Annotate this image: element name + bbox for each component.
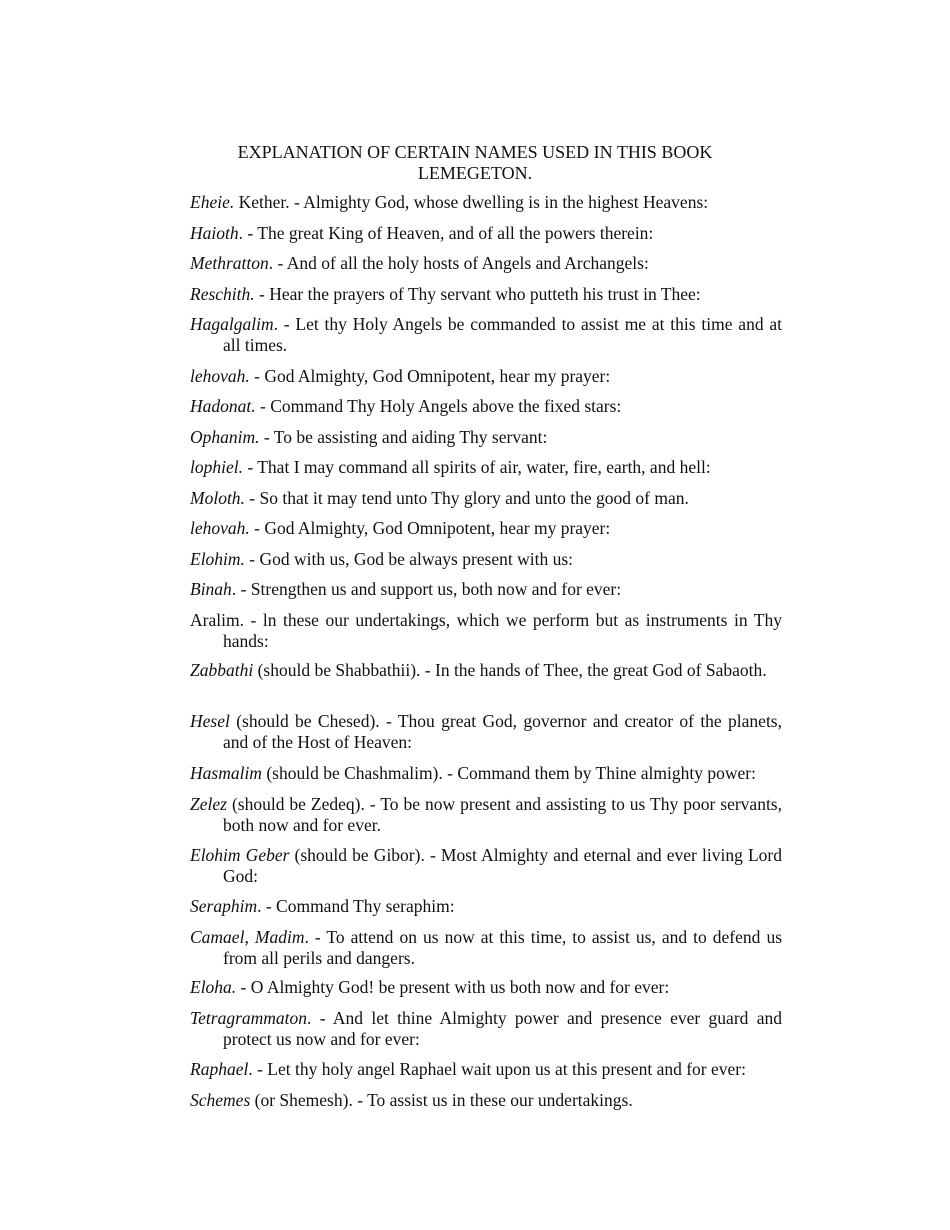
entry-term: Elohim. - [190, 549, 256, 569]
name-entry [190, 845, 782, 887]
entry-text: God with us, God be always present with us: [255, 549, 574, 569]
name-entry [190, 518, 782, 539]
entry-term: Eheie. [190, 192, 235, 212]
entry-term: Hasmalim [190, 763, 262, 783]
name-entry [190, 579, 782, 600]
entry-text: . - And let thine Almighty power and presence ever guard and protect us now and for ever: [223, 1008, 782, 1049]
entry-text: O Almighty God! be present with us both now and for ever: [246, 977, 670, 997]
name-entry [190, 396, 782, 417]
title-line-2: LEMEGETON. [417, 163, 533, 183]
entry-text: . - The great King of Heaven, and of all the powers therein: [238, 223, 654, 243]
name-entry [190, 794, 782, 836]
entry-term: Ophanim. - [190, 427, 270, 447]
entry-text: . - Let thy holy angel Raphael wait upon us at this present and for ever: [248, 1059, 746, 1079]
name-entry [190, 549, 782, 570]
entry-text: So that it may tend unto Thy glory and unto the good of man. [255, 488, 689, 508]
entry-text: . - And of all the holy hosts of Angels and Archangels: [268, 253, 649, 273]
entry-text: . - Let thy Holy Angels be commanded to assist me at this time and at all times. [223, 314, 782, 355]
entry-term: Haioth [190, 223, 239, 243]
entry-term: Zabbathi [190, 660, 254, 680]
name-entry [190, 711, 782, 753]
entry-text: Aralim. - ln these our undertakings, which we perform but as instruments in Thy hands: [190, 610, 782, 651]
name-entry [190, 896, 782, 917]
entry-term: lophiel. - [190, 457, 254, 477]
page-title [168, 142, 782, 184]
name-entry [190, 427, 782, 448]
entry-term: Zelez [190, 794, 227, 814]
entry-term: Methratton [190, 253, 269, 273]
entry-text: (or Shemesh). - To assist us in these our undertakings. [250, 1090, 633, 1110]
name-entry [190, 314, 782, 356]
entry-term: Eloha. - [190, 977, 247, 997]
entry-text-2: . - To attend on us now at this time, to assist us, and to defend us from all perils and dangers. [223, 927, 783, 968]
entry-term: lehovah. - [190, 518, 260, 538]
name-entry [190, 927, 782, 969]
entry-term: Camael [190, 927, 245, 947]
entry-term-2: Madim [254, 927, 305, 947]
entry-term: Hagalgalim [190, 314, 274, 334]
entry-term: Seraphim [190, 896, 258, 916]
entry-term: Hesel [190, 711, 230, 731]
name-entry [190, 366, 782, 387]
name-entry [190, 1008, 782, 1050]
name-entry [190, 192, 782, 213]
entry-text: (should be Chashmalim). - Command them by Thine almighty power: [261, 763, 756, 783]
entry-text: . - Strengthen us and support us, both now and for ever: [231, 579, 622, 599]
name-entry [190, 457, 782, 478]
entry-term: Elohim Geber [190, 845, 290, 865]
entry-text: To be assisting and aiding Thy servant: [269, 427, 548, 447]
entry-term: Moloth. - [190, 488, 256, 508]
entry-term: lehovah. - [190, 366, 260, 386]
entry-text: Hear the prayers of Thy servant who putteth his trust in Thee: [264, 284, 701, 304]
name-entry [190, 1090, 782, 1111]
entry-text: God Almighty, God Omnipotent, hear my prayer: [259, 366, 611, 386]
name-entry [190, 223, 782, 244]
entry-term: Reschith. - [190, 284, 265, 304]
entry-text: (should be Shabbathii). - In the hands of Thee, the great God of Sabaoth. [253, 660, 767, 680]
name-entry [168, 660, 782, 681]
entry-text: God Almighty, God Omnipotent, hear my prayer: [259, 518, 611, 538]
name-entry [190, 253, 782, 274]
entry-text: , [244, 927, 255, 947]
entry-term: Tetragrammaton [190, 1008, 308, 1028]
name-entry [190, 977, 782, 998]
entry-term: Hadonat. - [190, 396, 266, 416]
entry-text: . - Command Thy seraphim: [257, 896, 455, 916]
title-line-1: EXPLANATION OF CERTAIN NAMES USED IN THIS BOOK [237, 142, 713, 162]
name-entry [190, 1059, 782, 1080]
entry-text: Command Thy Holy Angels above the fixed stars: [265, 396, 622, 416]
entry-text: (should be Gibor). - Most Almighty and eternal and ever living Lord God: [223, 845, 782, 886]
entry-text: Kether. - Almighty God, whose dwelling is in the highest Heavens: [234, 192, 709, 212]
entry-term: Schemes [190, 1090, 251, 1110]
name-entry [190, 610, 782, 652]
entry-text: (should be Chesed). - Thou great God, governor and creator of the planets, and of the Host of Heaven: [223, 711, 782, 752]
entry-term: Binah [190, 579, 232, 599]
entry-text: (should be Zedeq). - To be now present and assisting to us Thy poor servants, both now and for ever. [223, 794, 782, 835]
entry-term: Raphael [190, 1059, 249, 1079]
name-entry [190, 488, 782, 509]
entry-text: That I may command all spirits of air, water, fire, earth, and hell: [253, 457, 711, 477]
name-entry [190, 284, 782, 305]
name-entry [190, 763, 782, 784]
